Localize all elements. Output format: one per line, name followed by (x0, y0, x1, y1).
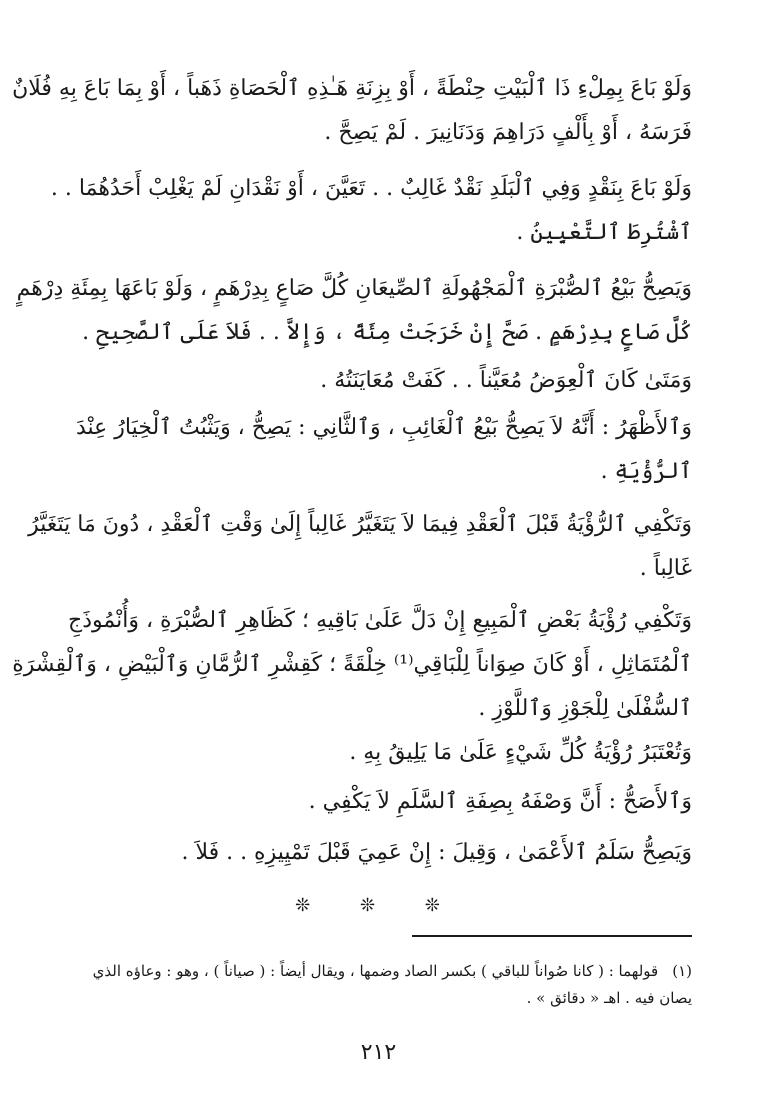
text-line-2: فَرَسَهُ ، أَوْ بِأَلْفٍ دَرَاهِمَ وَدَنَانِيرَ . لَمْ يَصِحَّ . (324, 120, 692, 145)
text-line-8: وَٱلأَظْهَرُ : أَنَّهُ لاَ يَصِحُّ بَيْعُ ٱلْغَائِبِ ، وَٱلثَّانِي : يَصِحُّ ، وَيَثْبُتُ ٱلْخِيَارُ عِنْدَ (76, 415, 692, 440)
footnote-number: (١) (672, 962, 692, 980)
section-divider-stars: ❊ ❊ ❊ (295, 895, 462, 916)
footnote-line-1 (52, 958, 692, 984)
text-line-10: وَتَكْفِي ٱلرُّؤْيَةُ قَبْلَ ٱلْعَقْدِ فِيمَا لاَ يَتَغَيَّرُ غَالِباً إِلَىٰ وَقْتِ ٱلْعَقْدِ ، دُونَ مَا يَتَغَيَّرُ (28, 512, 692, 537)
text-line-12: وَتَكْفِي رُؤْيَةُ بَعْضِ ٱلْمَبِيعِ إِنْ دَلَّ عَلَىٰ بَاقِيهِ ؛ كَظَاهِرِ ٱلصُّبْرَةِ ، وَأُنْمُوذَجِ (68, 608, 692, 633)
text-line-16: وَٱلأَصَحُّ : أَنَّ وَصْفَهُ بِصِفَةِ ٱلسَّلَمِ لاَ يَكْفِي . (308, 789, 692, 814)
text-line-1: وَلَوْ بَاعَ بِمِلْءِ ذَا ٱلْبَيْتِ حِنْطَةً ، أَوْ بِزِنَةِ هَـٰذِهِ ٱلْحَصَاةِ ذَهَباً ، أَوْ بِمَا بَاعَ بِهِ فُلَانٌ (12, 76, 692, 101)
text-line-6: كُلَّ صَاعٍ بِدِرْهَمٍ . صَحَّ إِنْ خَرَجَتْ مِئَةً ، وَإِلاَّ . . فَلاَ عَلَى ٱلصَّحِيحِ . (82, 320, 692, 345)
footnote-line-2 (52, 985, 692, 1011)
footnote-text-1: قولهما : ( كانا صُواناً للباقي ) بكسر الصاد وضمها ، ويقال أيضاً : ( صياناً ) ، وهو : وعاؤه الذي (92, 962, 659, 980)
footnote-text-2: يصان فيه . اهـ « دقائق » . (526, 989, 692, 1007)
text-line-13: ٱلْمُتَمَاثِلِ ، أَوْ كَانَ صِوَاناً لِلْبَاقِي⁽¹⁾ خِلْقَةً ؛ كَقِشْرِ ٱلرُّمَّانِ وَٱلْبَيْضِ ، وَٱلْقِشْرَةِ (12, 652, 692, 677)
text-line-11: غَالِباً . (639, 556, 692, 581)
text-line-15: وَتُعْتَبَرُ رُؤْيَةُ كُلِّ شَيْءٍ عَلَىٰ مَا يَلِيقُ بِهِ . (349, 740, 692, 765)
text-line-14: ٱلسُّفْلَىٰ لِلْجَوْزِ وَٱللَّوْزِ . (478, 696, 692, 721)
page-number: ٢١٢ (360, 1040, 397, 1065)
text-line-7: وَمَتَىٰ كَانَ ٱلْعِوَضُ مُعَيَّناً . . كَفَتْ مُعَايَنَتُهُ . (320, 368, 692, 393)
text-line-5: وَيَصِحُّ بَيْعُ ٱلصُّبْرَةِ ٱلْمَجْهُولَةِ ٱلصِّيعَانِ كُلَّ صَاعٍ بِدِرْهَمٍ ، وَلَوْ بَاعَهَا بِمِئَةِ دِرْهَمٍ (16, 276, 692, 301)
text-line-9: ٱلرُّؤْيَةِ . (600, 459, 692, 484)
text-line-4: ٱشْتُرِطَ ٱلتَّعْيِينُ . (516, 220, 692, 245)
footnote-separator (412, 935, 692, 937)
text-line-17: وَيَصِحُّ سَلَمُ ٱلأَعْمَىٰ ، وَقِيلَ : إِنْ عَمِيَ قَبْلَ تَمْيِيزِهِ . . فَلاَ . (181, 840, 692, 865)
text-line-3: وَلَوْ بَاعَ بِنَقْدٍ وَفِي ٱلْبَلَدِ نَقْدٌ غَالِبٌ . . تَعَيَّنَ ، أَوْ نَقْدَانِ لَمْ يَغْلِبْ أَحَدُهُمَا . . (50, 176, 692, 201)
